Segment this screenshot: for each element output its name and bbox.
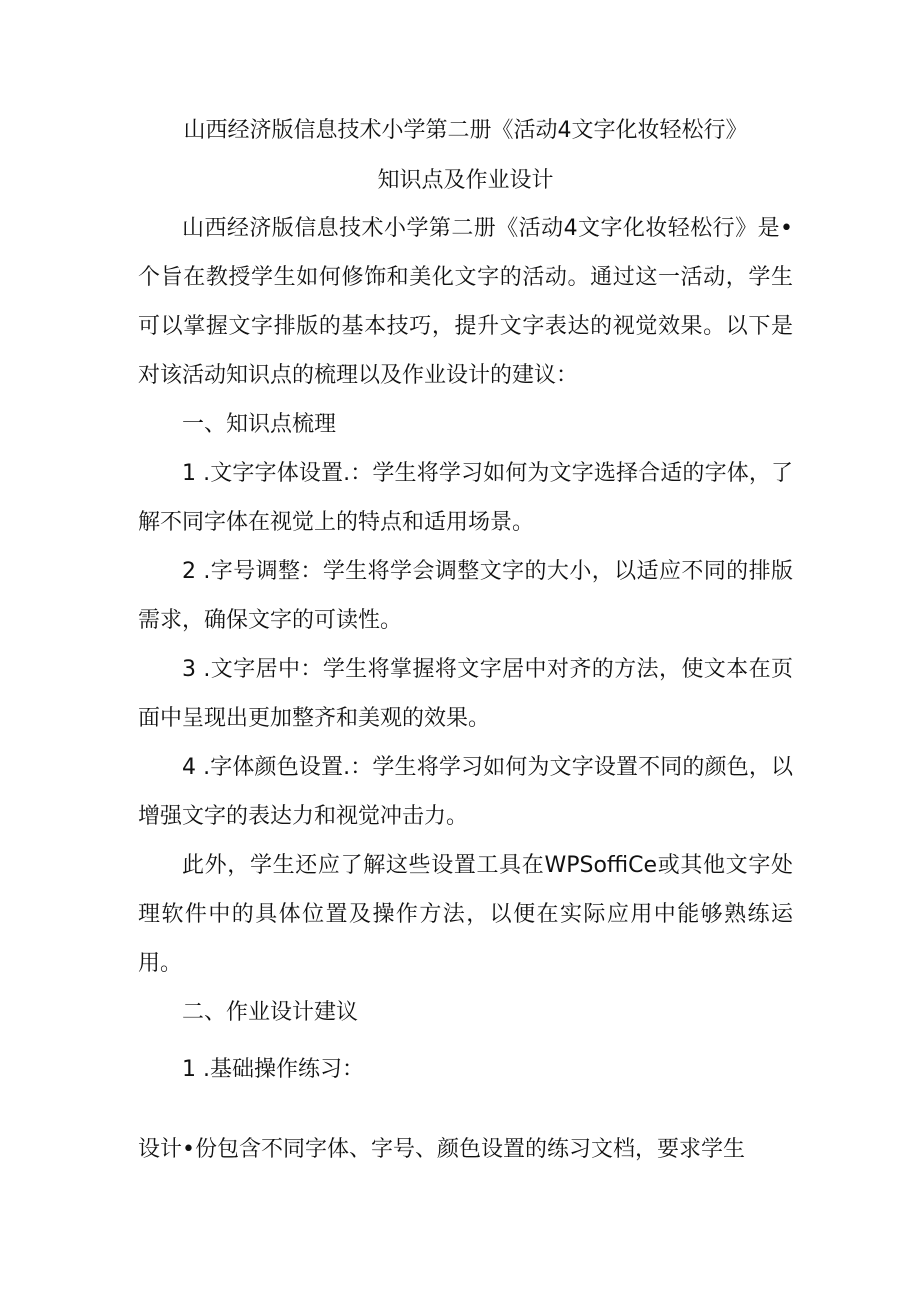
knowledge-item-1: 1 .文字字体设置.：学生将学习如何为文字选择合适的字体，了解不同字体在视觉上的特点和适用场景。: [138, 461, 793, 535]
section-heading-homework: 二、作业设计建议: [182, 1000, 359, 1025]
knowledge-item-4: 4 .字体颜色设置.：学生将学习如何为文字设置不同的颜色，以增强文字的表达力和视觉冲击力。: [138, 755, 793, 829]
section-heading-knowledge: 一、知识点梳理: [182, 412, 337, 437]
knowledge-item-3: 3 .文字居中：学生将掌握将文字居中对齐的方法，使文本在页面中呈现出更加整齐和美观的效果。: [138, 657, 793, 731]
knowledge-item-2: 2 .字号调整：学生将学会调整文字的大小，以适应不同的排版需求，确保文字的可读性。: [138, 559, 793, 633]
extra-paragraph: 此外，学生还应了解这些设置工具在WPSoffiCe或其他文字处理软件中的具体位置及操作方法，以便在实际应用中能够熟练运用。: [138, 853, 793, 976]
intro-paragraph: 山西经济版信息技术小学第二册《活动4文字化妆轻松行》是•个旨在教授学生如何修饰和美化文字的活动。通过这一活动，学生可以掌握文字排版的基本技巧，提升文字表达的视觉效果。以下是对该活动知识点的梳理以及作业设计的建议：: [138, 216, 793, 388]
document-title: 山西经济版信息技术小学第二册《活动4文字化妆轻松行》: [183, 118, 748, 143]
document-subtitle: 知识点及作业设计: [377, 168, 554, 193]
homework-item-1-text: 设计•份包含不同字体、字号、颜色设置的练习文档，要求学生: [138, 1137, 745, 1162]
homework-item-1: 1 .基础操作练习：: [182, 1057, 364, 1082]
